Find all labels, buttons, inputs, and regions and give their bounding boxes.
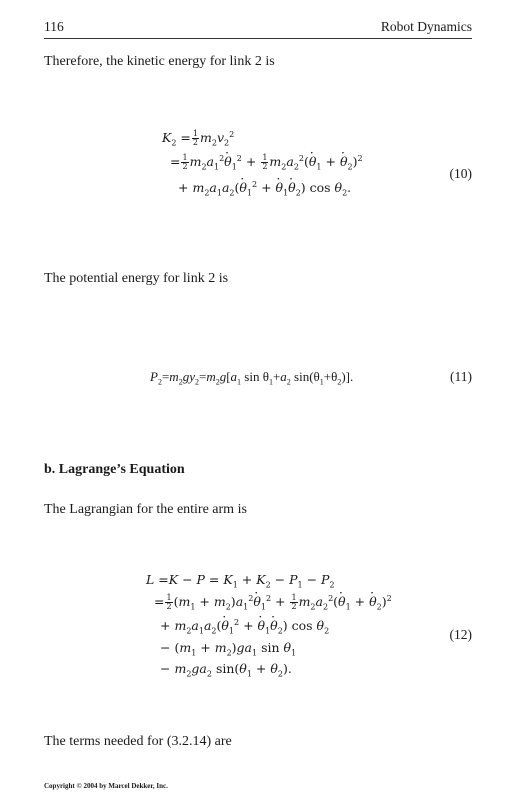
lagrangian-intro: The Lagrangian for the entire arm is — [44, 502, 247, 517]
equation-10-number: (10) — [449, 166, 472, 181]
header-rule — [44, 38, 472, 39]
copyright-footer: Copyright © 2004 by Marcel Dekker, Inc. — [44, 782, 168, 790]
equation-12-line-5: − $m_2ga_2$ $\sin(\theta_1 + \theta_2)$. — [160, 661, 292, 679]
equation-10-line-2: = $\frac{1}{2}$ $m_2a_1^2\cdot \theta_1^2$ + $\frac{1}{2}$ $m_2a_2^2(\cdot \theta_1$ + · $\theta_2)^2$ — [170, 154, 363, 171]
equation-11: $P_2=m_2gy_2=m_2g[a_1$ $\sin \theta_1+a_2$ $\sin(\theta_1+\theta_2)$]. — [150, 369, 354, 387]
equation-12-line-1: $L =K - P = K_1 + K_2 - P_1 - P_2$ — [146, 572, 335, 590]
terms-needed-intro: The terms needed for (3.2.14) are — [44, 734, 232, 749]
equation-12-line-3: + $m_2a_1a_2(\cdot \theta_1^2$ + · $\theta_1\cdot \theta_2$) $\cos \theta_2$ — [160, 618, 329, 633]
equation-12-number: (12) — [449, 627, 472, 642]
potential-energy-intro: The potential energy for link 2 is — [44, 271, 229, 286]
equation-12-line-4: − $(m_1 + m_2)ga_1$ $\sin \theta_1$ — [160, 640, 297, 658]
section-heading: b. Lagrange’s Equation — [44, 462, 185, 477]
equation-11-number: (11) — [450, 369, 472, 384]
page-number: 116 — [44, 19, 64, 34]
running-title: Robot Dynamics — [380, 19, 472, 34]
kinetic-energy-intro: Therefore, the kinetic energy for link 2 is — [44, 54, 275, 69]
equation-12-line-2: = $\frac{1}{2}$ $(m_1 + m_2)a_1^2\cdot \theta_1^2$ + $\frac{1}{2}$ $m_2a_2^2(\cdot \theta_1$ + · $\theta_2)^2$ — [154, 594, 392, 611]
equation-10-line-1: $K_2$ = $\frac{1}{2}$ $m_2v_2^2$ — [162, 129, 235, 148]
equation-10-line-3: + $m_2a_1a_2(\cdot \theta_1^2$ + · $\theta_1\cdot \theta_2$) $\cos \theta_2$. — [178, 180, 351, 195]
